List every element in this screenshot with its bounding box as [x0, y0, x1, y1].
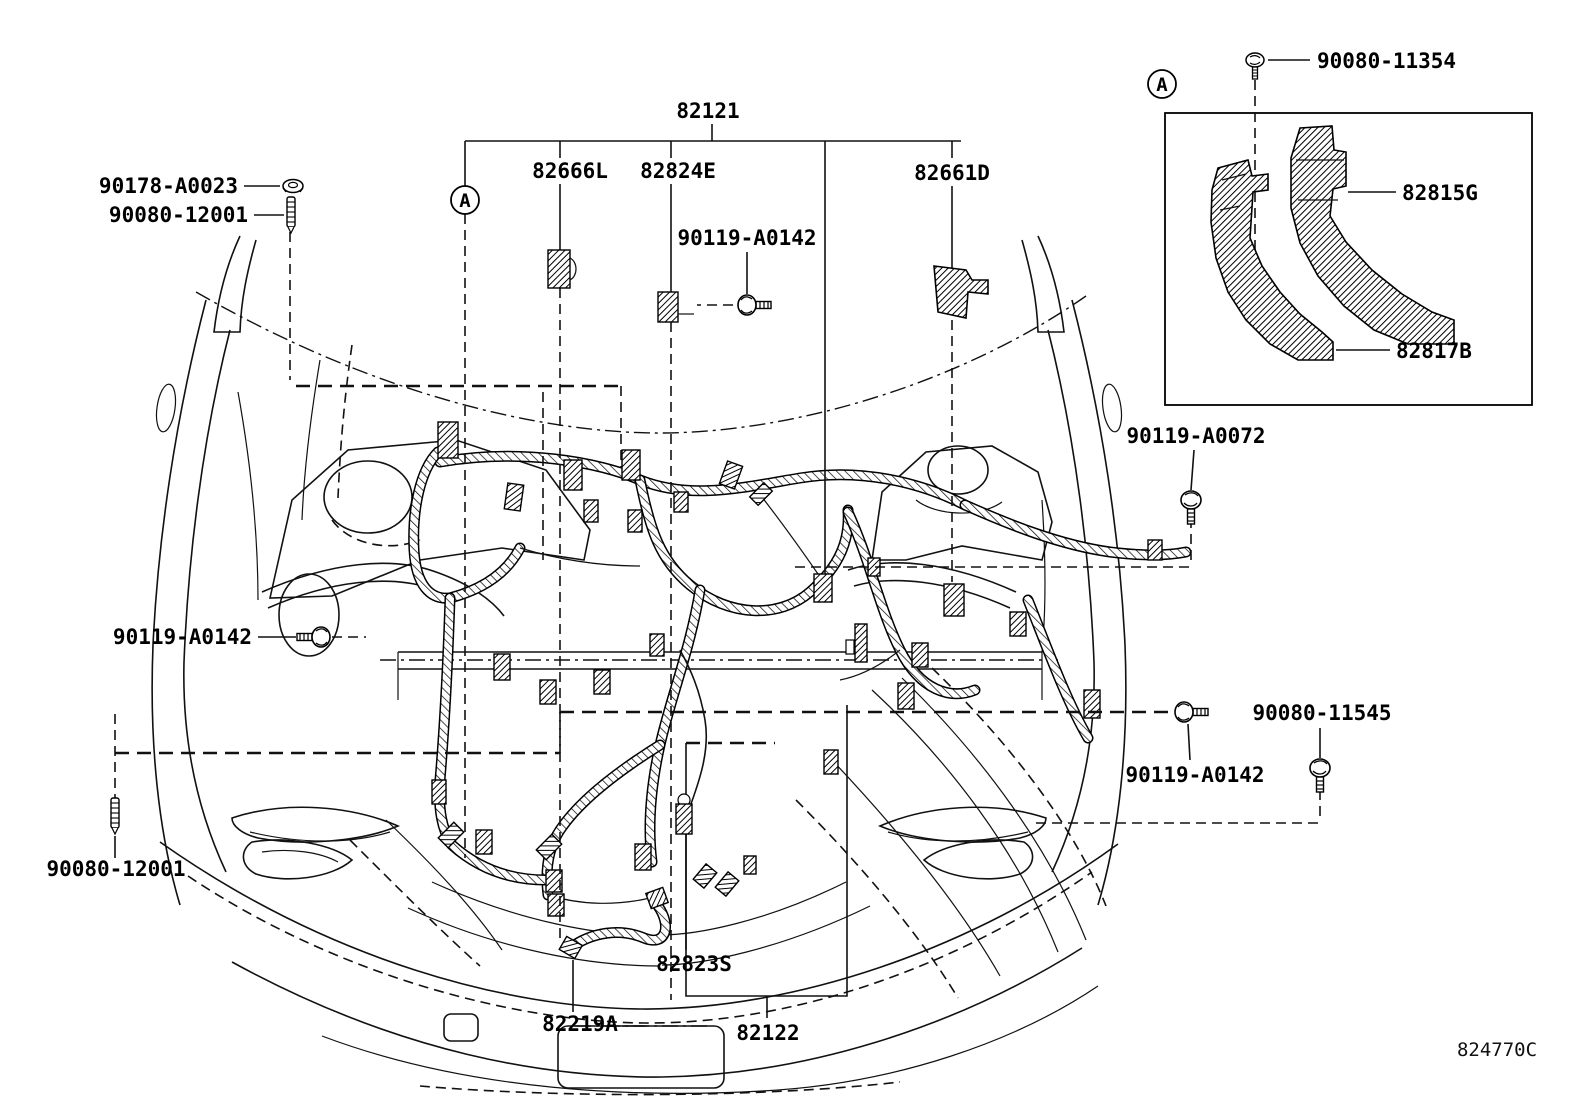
inset-marker-a-label: A [1156, 74, 1168, 96]
part-number-90080-12001: 90080-12001 [108, 203, 248, 227]
part-number-90119-A0142: 90119-A0142 [1125, 763, 1265, 787]
callout-90119-A0142-right [1125, 702, 1264, 787]
part-number-90080-11545: 90080-11545 [1252, 701, 1392, 725]
detail-marker-a-label: A [459, 190, 471, 212]
part-number-90080-12001: 90080-12001 [46, 857, 186, 881]
part-number-82666L: 82666L [532, 159, 608, 183]
part-number-82122: 82122 [736, 1021, 800, 1045]
callout-90178-A0023 [99, 174, 303, 198]
car-body-outline [152, 236, 1126, 1095]
part-number-90178-A0023: 90178-A0023 [98, 174, 238, 198]
part-number-82817B: 82817B [1396, 339, 1472, 363]
engine-wiring-harness [414, 452, 1186, 948]
callout-90080-11545 [1252, 701, 1391, 792]
callout-90119-A0072 [1126, 424, 1265, 524]
callout-90119-A0142-top [677, 226, 816, 315]
part-number-90119-A0142: 90119-A0142 [677, 226, 817, 250]
part-number-90119-A0072: 90119-A0072 [1126, 424, 1266, 448]
part-number-82219A: 82219A [542, 1012, 618, 1036]
wiring-protector-82815G [1291, 126, 1454, 344]
callout-82219A [542, 960, 645, 1036]
part-number-82661D: 82661D [914, 161, 990, 185]
part-number-82824E: 82824E [640, 159, 716, 183]
inset-detail-a [1148, 49, 1532, 405]
part-number-90119-A0142: 90119-A0142 [112, 625, 252, 649]
callout-90119-A0142-left [113, 625, 366, 649]
part-number-90080-11354: 90080-11354 [1317, 49, 1457, 73]
part-number-82815G: 82815G [1402, 181, 1478, 205]
part-number-82121: 82121 [676, 99, 740, 123]
callout-90080-12001-top [109, 197, 295, 233]
relay-block-82661D [934, 266, 988, 318]
drawing-code: 824770C [1456, 1039, 1538, 1061]
part-number-82823S: 82823S [656, 952, 732, 976]
callout-82121-bracket [451, 99, 990, 574]
